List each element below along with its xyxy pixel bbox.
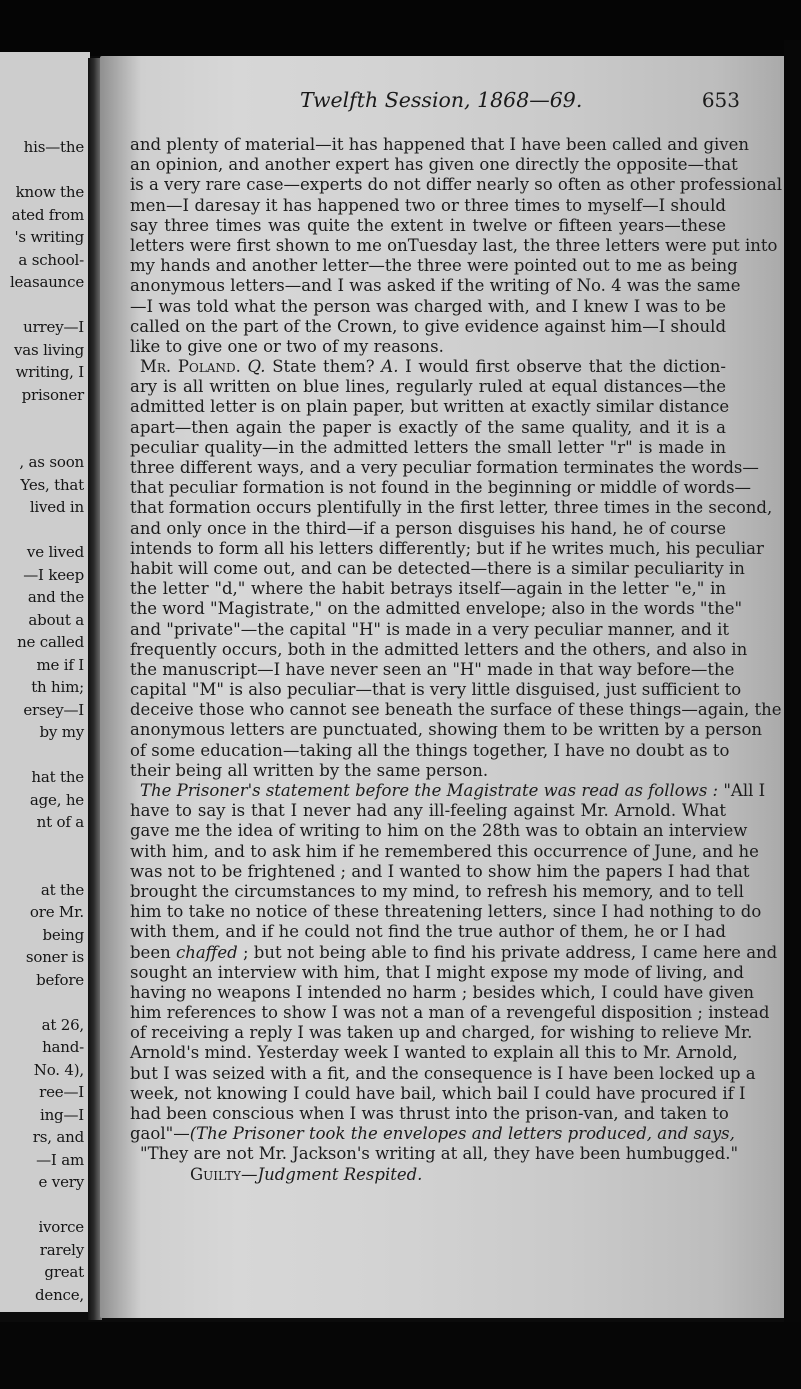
text-line: letters were first shown to me onTuesday last, the three letters were put into bbox=[130, 235, 778, 255]
left-page-line: th him; bbox=[31, 678, 84, 696]
text-run: been bbox=[130, 942, 176, 962]
scan-border-right bbox=[784, 40, 801, 1335]
left-page-line bbox=[0, 834, 84, 857]
text-line: was not to be frightened ; and I wanted to show him the papers I had that bbox=[130, 861, 750, 881]
left-page-line: —I keep bbox=[23, 565, 84, 584]
left-page-line: dence, bbox=[35, 1285, 84, 1304]
paragraph-statement-first-line bbox=[130, 781, 766, 801]
page-number: 653 bbox=[701, 88, 740, 112]
left-page-line: at the bbox=[40, 880, 84, 899]
left-page-line: Yes, that bbox=[20, 475, 84, 494]
text-line: of some education—taking all the things together, I have no doubt as to bbox=[130, 740, 730, 760]
left-page-line: writing, I bbox=[15, 363, 84, 381]
statement-line-gaol bbox=[130, 1124, 735, 1144]
left-page-line: his—the bbox=[23, 138, 84, 156]
text-line: their being all written by the same person. bbox=[130, 760, 489, 780]
left-page-line: rarely bbox=[39, 1240, 84, 1259]
verdict-guilty: Guilty bbox=[190, 1164, 241, 1184]
left-page-line: ree—I bbox=[39, 1083, 84, 1101]
text-line: intends to form all his letters differently; but if he writes much, his peculiar bbox=[130, 538, 764, 558]
question-text: State them? bbox=[272, 357, 375, 377]
left-page-line: 's writing bbox=[14, 228, 84, 246]
text-line: brought the circumstances to my mind, to refresh his memory, and to tell bbox=[130, 881, 744, 901]
paragraph-expert-testimony bbox=[130, 135, 782, 357]
left-page-line bbox=[0, 744, 84, 767]
statement-start: "All I bbox=[723, 781, 766, 800]
running-head: Twelfth Session, 1868—69. bbox=[300, 88, 583, 112]
left-page-line: —I am bbox=[36, 1150, 84, 1169]
left-page-line: a school- bbox=[18, 250, 84, 269]
left-page-line: by my bbox=[39, 723, 84, 741]
left-page-line bbox=[0, 429, 84, 452]
text-line: and only once in the third—if a person disguises his hand, he of course bbox=[130, 518, 726, 538]
text-line: with him, and to ask him if he remembered this occurrence of June, and he bbox=[130, 841, 759, 861]
left-page-line: prisoner bbox=[21, 385, 84, 404]
left-page-line: ersey—I bbox=[23, 700, 84, 719]
left-page-line: age, he bbox=[29, 790, 84, 809]
text-line: frequently occurs, both in the admitted letters and the others, and also in bbox=[130, 639, 748, 659]
text-line: of receiving a reply I was taken up and charged, for wishing to relieve Mr. bbox=[130, 1023, 753, 1043]
left-page-line bbox=[0, 991, 84, 1014]
text-line: peculiar quality—in the admitted letters the small letter "r" is made in bbox=[130, 437, 726, 457]
text-line: and "private"—the capital "H" is made in a very peculiar manner, and it bbox=[130, 619, 729, 639]
left-page-line: ated from bbox=[11, 205, 84, 224]
left-page-line bbox=[0, 519, 84, 542]
left-page-line: , as soon bbox=[19, 453, 84, 471]
text-line: capital "M" is also peculiar—that is very little disguised, just sufficient to bbox=[130, 680, 742, 700]
text-line: habit will come out, and can be detected—there is a similar peculiarity in bbox=[130, 558, 745, 578]
text-line: my hands and another letter—the three were pointed out to me as being bbox=[130, 256, 738, 276]
text-line: week, not knowing I could have bail, which bail I could have procured if I bbox=[130, 1083, 746, 1103]
paragraph-poland-first-line bbox=[130, 357, 726, 377]
left-page-line: ing—I bbox=[40, 1105, 84, 1124]
text-line: have to say is that I never had any ill-feeling against Mr. Arnold. What bbox=[130, 801, 726, 821]
page-body bbox=[130, 135, 782, 1185]
text-line: had been conscious when I was thrust into the prison-van, and taken to bbox=[130, 1104, 729, 1123]
left-page-line: about a bbox=[28, 610, 84, 629]
left-page-line: rs, and bbox=[32, 1128, 84, 1146]
verdict-line bbox=[130, 1165, 726, 1185]
statement-line-chaffed bbox=[130, 942, 778, 963]
text-line: is a very rare case—experts do not differ nearly so often as other professional bbox=[130, 175, 782, 195]
italic-word: chaffed bbox=[175, 942, 238, 962]
text-line: men—I daresay it has happened two or three times to myself—I should bbox=[130, 195, 726, 215]
left-page-line: hat the bbox=[31, 768, 84, 786]
text-line: that formation occurs plentifully in the first letter, three times in the second, bbox=[130, 498, 773, 518]
left-page-text-column bbox=[0, 136, 84, 1306]
left-page-line: know the bbox=[15, 183, 84, 201]
text-line: anonymous letters are punctuated, showing them to be written by a person bbox=[130, 720, 763, 740]
paragraph-prisoner-statement bbox=[130, 801, 762, 942]
text-line: Arnold's mind. Yesterday week I wanted to explain all this to Mr. Arnold, bbox=[130, 1043, 738, 1063]
left-page-line bbox=[0, 856, 84, 879]
statement-intro: The Prisoner's statement before the Magistrate was read as follows : bbox=[140, 781, 719, 800]
text-line: that peculiar formation is not found in the beginning or middle of words— bbox=[130, 478, 752, 498]
question-marker: Q. bbox=[247, 357, 266, 377]
statement-last-line: "They are not Mr. Jackson's writing at all, they have been humbugged." bbox=[140, 1144, 739, 1164]
left-page-fragment bbox=[0, 52, 90, 1312]
text-line: apart—then again the paper is exactly of the same quality, and it is a bbox=[130, 417, 726, 437]
text-line: having no weapons I intended no harm ; besides which, I could have given bbox=[130, 982, 755, 1002]
left-page-line: me if I bbox=[36, 655, 84, 674]
left-page-line: No. 4), bbox=[33, 1060, 84, 1079]
text-line: anonymous letters—and I was asked if the writing of No. 4 was the same bbox=[130, 276, 741, 296]
text-line: an opinion, and another expert has given one directly the opposite—that bbox=[130, 155, 738, 175]
left-page-line: ne called bbox=[17, 633, 84, 651]
page-header bbox=[300, 88, 740, 118]
left-page-line bbox=[0, 294, 84, 317]
answer-marker: A. bbox=[381, 357, 399, 377]
text-line: the word "Magistrate," on the admitted envelope; also in the words "the" bbox=[130, 599, 743, 619]
stage-direction: (The Prisoner took the envelopes and letters produced, and says, bbox=[189, 1124, 735, 1144]
text-line: him references to show I was not a man of a revengeful disposition ; instead bbox=[130, 1003, 770, 1023]
text-line: like to give one or two of my reasons. bbox=[130, 336, 444, 356]
paragraph-handwriting-analysis bbox=[130, 377, 782, 781]
paragraph-prisoner-statement-cont bbox=[130, 962, 770, 1125]
left-page-line: vas living bbox=[13, 340, 84, 359]
left-page-line: leasaunce bbox=[9, 273, 84, 291]
text-line: gave me the idea of writing to him on the 28th was to obtain an interview bbox=[130, 821, 748, 841]
text-line: —I was told what the person was charged with, and I knew I was to be bbox=[130, 296, 726, 316]
text-line: him to take no notice of these threatening letters, since I had nothing to do bbox=[130, 902, 762, 922]
left-page-line: soner is bbox=[25, 948, 84, 966]
text-run: ; but not being able to find his private address, I came here and bbox=[237, 942, 778, 962]
text-line: the letter "d," where the habit betrays itself—again in the letter "e," in bbox=[130, 579, 726, 599]
left-page-line: nt of a bbox=[36, 813, 84, 831]
text-line: admitted letter is on plain paper, but written at exactly similar distance bbox=[130, 397, 730, 417]
text-line: deceive those who cannot see beneath the surface of these things—again, the bbox=[130, 700, 782, 720]
left-page-line: ivorce bbox=[38, 1218, 84, 1236]
left-page-line: being bbox=[42, 925, 84, 944]
verdict-judgment: —Judgment Respited. bbox=[240, 1164, 423, 1184]
text-line: say three times was quite the extent in twelve or fifteen years—these bbox=[130, 215, 726, 235]
left-page-line bbox=[0, 159, 84, 182]
left-page-line: hand- bbox=[42, 1038, 84, 1056]
text-run: gaol"— bbox=[130, 1124, 190, 1144]
left-page-line: ore Mr. bbox=[29, 903, 84, 921]
left-page-line: lived in bbox=[29, 498, 84, 516]
left-page-line: great bbox=[44, 1263, 84, 1281]
left-page-line bbox=[0, 1194, 84, 1217]
left-page-line: e very bbox=[38, 1173, 84, 1191]
left-page-line: urrey—I bbox=[23, 318, 84, 336]
scan-border-top bbox=[0, 0, 801, 56]
answer-text-start: I would first observe that the diction- bbox=[405, 357, 726, 377]
text-line: sought an interview with him, that I might expose my mode of living, and bbox=[130, 962, 744, 982]
left-page-line: and the bbox=[27, 588, 84, 606]
left-page-line: ve lived bbox=[26, 543, 84, 561]
text-line: three different ways, and a very peculiar formation terminates the words— bbox=[130, 458, 759, 477]
speaker-name: Mr. Poland. bbox=[140, 357, 241, 377]
text-line: the manuscript—I have never seen an "H" made in that way before—the bbox=[130, 659, 735, 679]
left-page-line bbox=[0, 406, 84, 429]
text-line: called on the part of the Crown, to give evidence against him—I should bbox=[130, 316, 727, 336]
left-page-line: at 26, bbox=[41, 1015, 84, 1034]
scan-border-bottom bbox=[0, 1322, 801, 1389]
left-page-line: before bbox=[36, 970, 84, 989]
text-line: and plenty of material—it has happened that I have been called and given bbox=[130, 135, 750, 154]
text-line: ary is all written on blue lines, regularly ruled at equal distances—the bbox=[130, 377, 726, 397]
text-line: with them, and if he could not find the true author of them, he or I had bbox=[130, 922, 726, 942]
text-line: but I was seized with a fit, and the consequence is I have been locked up a bbox=[130, 1063, 756, 1083]
